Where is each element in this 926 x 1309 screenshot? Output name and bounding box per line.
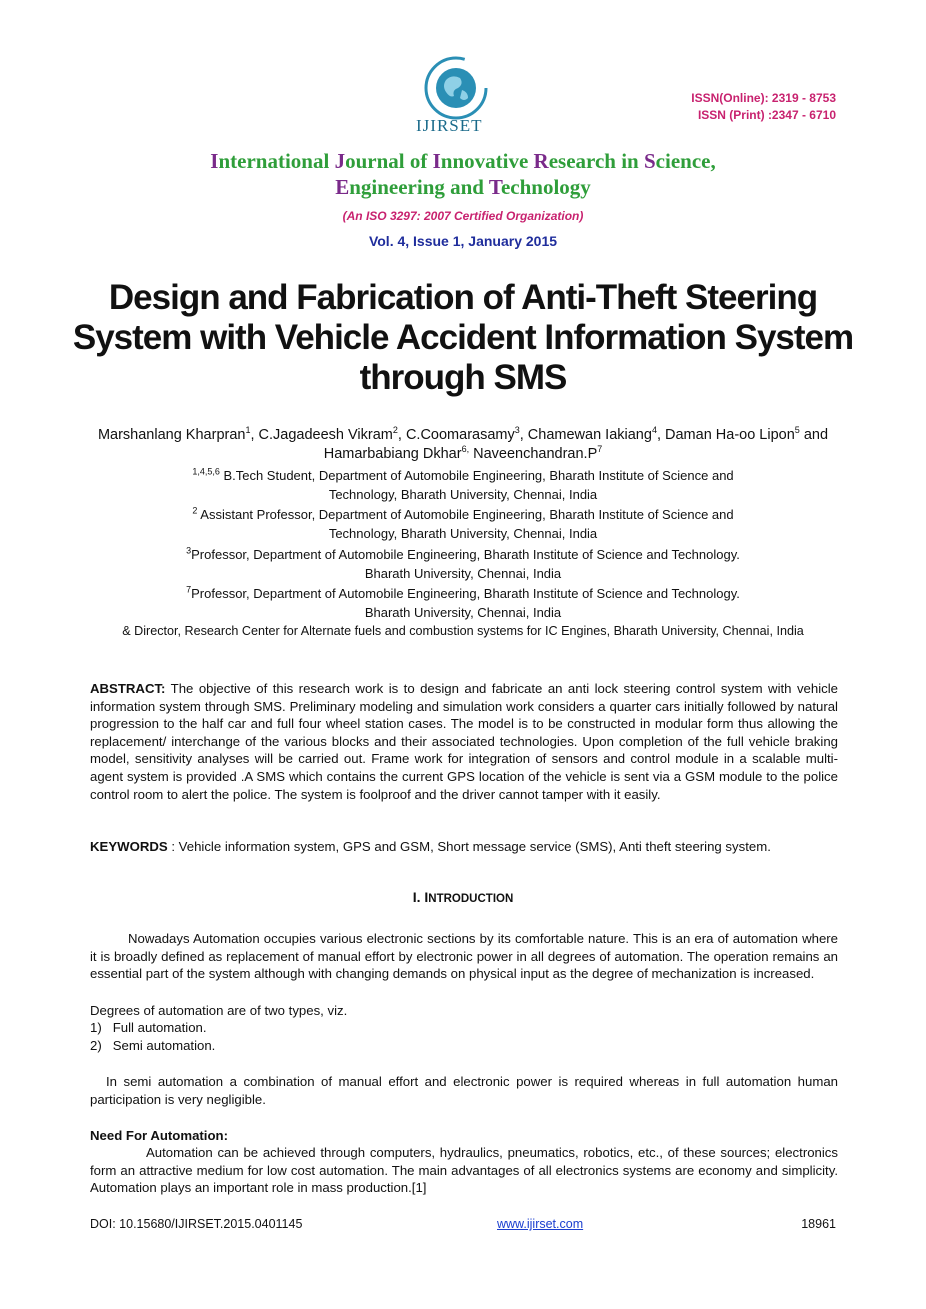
- journal-line-1: [0, 148, 926, 174]
- abstract: [90, 680, 838, 803]
- journal-word: echnology: [500, 175, 591, 199]
- author-sup: 1: [245, 425, 251, 436]
- keywords-label: KEYWORDS: [90, 839, 168, 854]
- author-name: , C.Jagadeesh Vikram: [250, 427, 393, 443]
- affiliation-sup: 1,4,5,6: [192, 466, 220, 477]
- footer-doi: DOI: 10.15680/IJIRSET.2015.0401145: [90, 1217, 303, 1231]
- journal-word: nternational: [218, 149, 335, 173]
- journal-word: cience,: [655, 149, 716, 173]
- affiliation-sup: 2: [192, 505, 198, 516]
- footer-url-link[interactable]: www.ijirset.com: [497, 1217, 584, 1231]
- footer-page-number: 18961: [801, 1217, 836, 1231]
- issn-print: ISSN (Print) :2347 - 6710: [697, 108, 836, 122]
- journal-cap: R: [533, 149, 549, 173]
- journal-name: [0, 148, 926, 200]
- journal-word: ngineering and: [349, 175, 489, 199]
- author-sup: 4: [651, 425, 657, 436]
- affiliation-sup: 3: [186, 545, 192, 556]
- journal-word: ournal of: [345, 149, 433, 173]
- author-name: Naveenchandran.P: [469, 446, 598, 462]
- affiliation: [60, 584, 866, 622]
- author-sup: 2: [392, 425, 398, 436]
- journal-cap: I: [210, 149, 219, 173]
- affiliation-text: Bharath University, Chennai, India: [364, 605, 562, 620]
- keywords-text: : Vehicle information system, GPS and GSM, Short message service (SMS), Anti theft steering system.: [167, 839, 771, 854]
- author-sup: 3: [514, 425, 520, 436]
- list-item: 1) Full automation.: [90, 1020, 207, 1035]
- affiliation-text: Bharath University, Chennai, India: [364, 566, 562, 581]
- journal-cap: T: [488, 175, 501, 199]
- affiliation-sup: 7: [186, 584, 192, 595]
- author-sup: 6,: [461, 444, 470, 455]
- journal-cap: S: [643, 149, 656, 173]
- issn-online: ISSN(Online): 2319 - 8753: [691, 91, 836, 105]
- affiliation-text: B.Tech Student, Department of Automobile Engineering, Bharath Institute of Science and: [219, 468, 734, 483]
- paper-title: Design and Fabrication of Anti-Theft Steering System with Vehicle Accident Information System through SMS: [72, 278, 854, 397]
- intro-paragraph-4: Automation can be achieved through computers, hydraulics, pneumatics, robotics, etc., of these sources; electronics form an attractive medium for low cost automation. The main advantages of all electronics systems are economy and simplicity. Automation plays an important role in mass production.[1]: [90, 1145, 838, 1196]
- intro-paragraph-1: Nowadays Automation occupies various electronic sections by its comfortable nature. This is an era of automation where it is broadly defined as replacement of manual effort by electronic power in all degrees of automation. The operation remains an essential part of the system although with changing demands on physical input as the degree of mechanization is increased.: [90, 931, 838, 982]
- author-sup: 5: [794, 425, 800, 436]
- issn-block: [691, 90, 836, 124]
- affiliation-text: Technology, Bharath University, Chennai, India: [328, 487, 598, 502]
- intro-paragraph-2: Degrees of automation are of two types, viz.: [90, 1003, 348, 1018]
- volume-issue: Vol. 4, Issue 1, January 2015: [368, 233, 558, 249]
- logo-text: IJIRSET: [416, 116, 483, 135]
- intro-paragraph-3: In semi automation a combination of manual effort and electronic power is required whereas in full automation human participation is very negligible.: [90, 1074, 838, 1107]
- author-name: , Chamewan Iakiang: [519, 427, 652, 443]
- section-number: I. I: [412, 889, 429, 905]
- affiliation: [60, 466, 866, 504]
- abstract-label: ABSTRACT:: [90, 681, 166, 696]
- section-title: NTRODUCTION: [428, 893, 514, 905]
- need-heading: Need For Automation:: [90, 1128, 228, 1143]
- journal-cap: E: [335, 175, 350, 199]
- journal-cap: J: [334, 149, 346, 173]
- affiliation-text: Professor, Department of Automobile Engineering, Bharath Institute of Science and Technology.: [191, 586, 740, 601]
- affiliation-text: Technology, Bharath University, Chennai, India: [328, 526, 598, 541]
- list-item: 2) Semi automation.: [90, 1038, 216, 1053]
- keywords: [90, 838, 838, 856]
- abstract-text: The objective of this research work is to design and fabricate an anti lock steering control system with vehicle information system through SMS. Preliminary modeling and simulation work considers a quarter cars initially followed by natural progression to the half car and full four wheel station cases. The model is to be constructed in modular form thus allowing the replacement/ interchange of the various blocks and their associated technologies. Upon completion of the full vehicle braking model, sensitivity analyses will be carried out. Frame work for integration of sensors and control module in a scalable multi-agent system is provided .A SMS which contains the current GPS location of the vehicle is sent via a GSM module to the police control room to alert the police. The system is foolproof and the driver cannot tamper with it easily.: [90, 681, 838, 802]
- author-name: , Daman Ha-oo Lipon: [656, 427, 795, 443]
- author-name: and Hamarbabiang Dkhar: [323, 427, 829, 462]
- journal-word: nnovative: [440, 149, 534, 173]
- author-name: Marshanlang Kharpran: [97, 427, 246, 443]
- journal-cap: I: [432, 149, 441, 173]
- affiliation: [60, 505, 866, 543]
- affiliation-text: Professor, Department of Automobile Engineering, Bharath Institute of Science and Technology.: [191, 547, 740, 562]
- director-affiliation: & Director, Research Center for Alternate fuels and combustion systems for IC Engines, Bharath University, Chennai, India: [122, 624, 804, 638]
- affiliation: [60, 545, 866, 583]
- author-sup: 7: [597, 444, 603, 455]
- journal-word: esearch in: [548, 149, 644, 173]
- author-name: , C.Coomarasamy: [397, 427, 515, 443]
- author-list: [90, 426, 836, 464]
- iso-certification: (An ISO 3297: 2007 Certified Organization): [342, 209, 584, 223]
- section-heading-introduction: [0, 889, 926, 905]
- journal-line-2: [0, 174, 926, 200]
- affiliation-text: Assistant Professor, Department of Automobile Engineering, Bharath Institute of Science and: [197, 507, 734, 522]
